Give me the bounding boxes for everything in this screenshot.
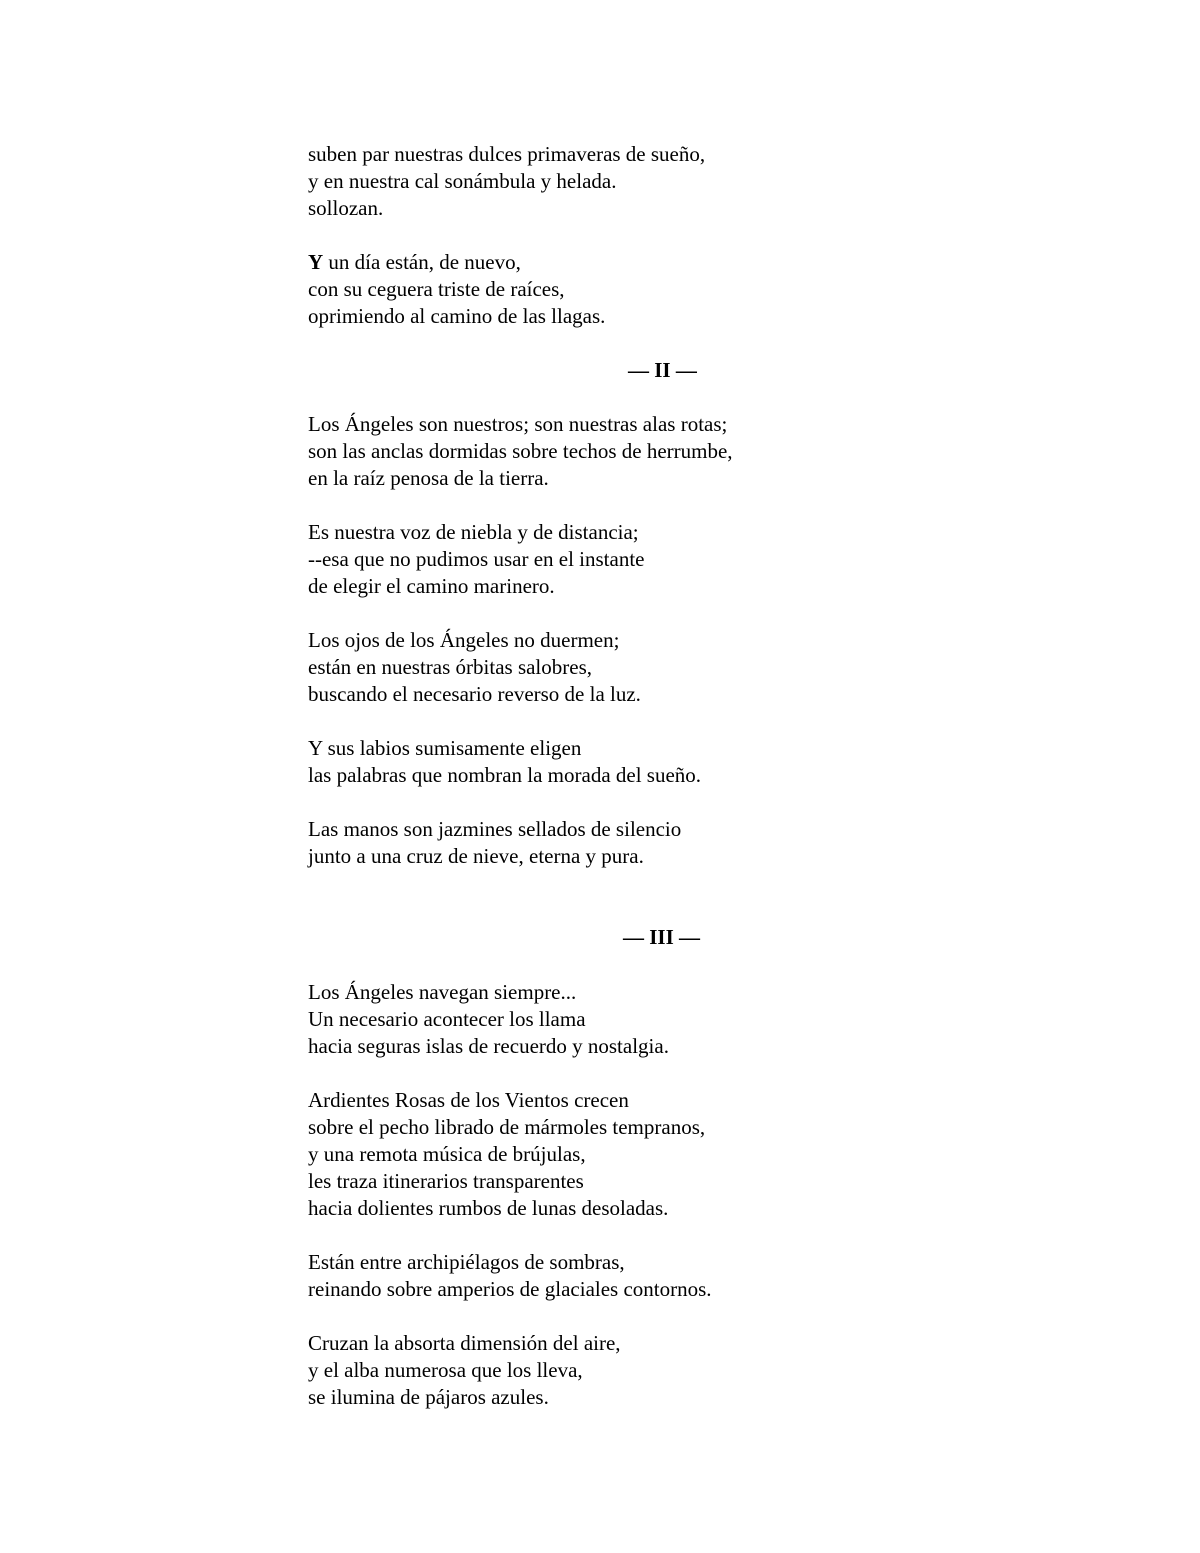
verse-line: Cruzan la absorta dimensión del aire, bbox=[308, 1331, 621, 1355]
verse-line: reinando sobre amperios de glaciales contornos. bbox=[308, 1277, 712, 1301]
verse-line: y el alba numerosa que los lleva, bbox=[308, 1358, 583, 1382]
verse-line: Y sus labios sumisamente eligen bbox=[308, 736, 582, 760]
verse-line: Es nuestra voz de niebla y de distancia; bbox=[308, 520, 639, 544]
verse-line: son las anclas dormidas sobre techos de herrumbe, bbox=[308, 439, 733, 463]
verse-line: están en nuestras órbitas salobres, bbox=[308, 655, 593, 679]
verse-line: Los Ángeles son nuestros; son nuestras alas rotas; bbox=[308, 412, 728, 436]
verse-line: en la raíz penosa de la tierra. bbox=[308, 466, 549, 490]
verse-line: sobre el pecho librado de mármoles tempranos, bbox=[308, 1115, 706, 1139]
verse-line: se ilumina de pájaros azules. bbox=[308, 1385, 549, 1409]
verse-line: hacia seguras islas de recuerdo y nostalgia. bbox=[308, 1034, 669, 1058]
verse-line: oprimiendo al camino de las llagas. bbox=[308, 304, 606, 328]
verse-line: y en nuestra cal sonámbula y helada. bbox=[308, 169, 617, 193]
verse-line: les traza itinerarios transparentes bbox=[308, 1169, 584, 1193]
verse-line: sollozan. bbox=[308, 196, 384, 220]
verse-line: Están entre archipiélagos de sombras, bbox=[308, 1250, 625, 1274]
verse-line: junto a una cruz de nieve, eterna y pura. bbox=[308, 844, 644, 868]
verse-line: Un necesario acontecer los llama bbox=[308, 1007, 586, 1031]
verse-line: las palabras que nombran la morada del sueño. bbox=[308, 763, 702, 787]
section-heading-3: — III — bbox=[623, 925, 701, 949]
section-heading-2: — II — bbox=[628, 358, 697, 382]
verse-line: y una remota música de brújulas, bbox=[308, 1142, 586, 1166]
verse-line-rest: un día están, de nuevo, bbox=[323, 250, 521, 274]
verse-line: Ardientes Rosas de los Vientos crecen bbox=[308, 1088, 629, 1112]
verse-line bbox=[308, 249, 521, 276]
verse-line: Las manos son jazmines sellados de silencio bbox=[308, 817, 682, 841]
verse-line: --esa que no pudimos usar en el instante bbox=[308, 547, 645, 571]
verse-line: suben par nuestras dulces primaveras de sueño, bbox=[308, 142, 706, 166]
verse-line: Los Ángeles navegan siempre... bbox=[308, 980, 577, 1004]
initial-letter: Y bbox=[308, 250, 324, 274]
verse-line: de elegir el camino marinero. bbox=[308, 574, 555, 598]
verse-line: Los ojos de los Ángeles no duermen; bbox=[308, 628, 620, 652]
verse-line: hacia dolientes rumbos de lunas desoladas. bbox=[308, 1196, 669, 1220]
verse-line: buscando el necesario reverso de la luz. bbox=[308, 682, 641, 706]
verse-line: con su ceguera triste de raíces, bbox=[308, 277, 565, 301]
